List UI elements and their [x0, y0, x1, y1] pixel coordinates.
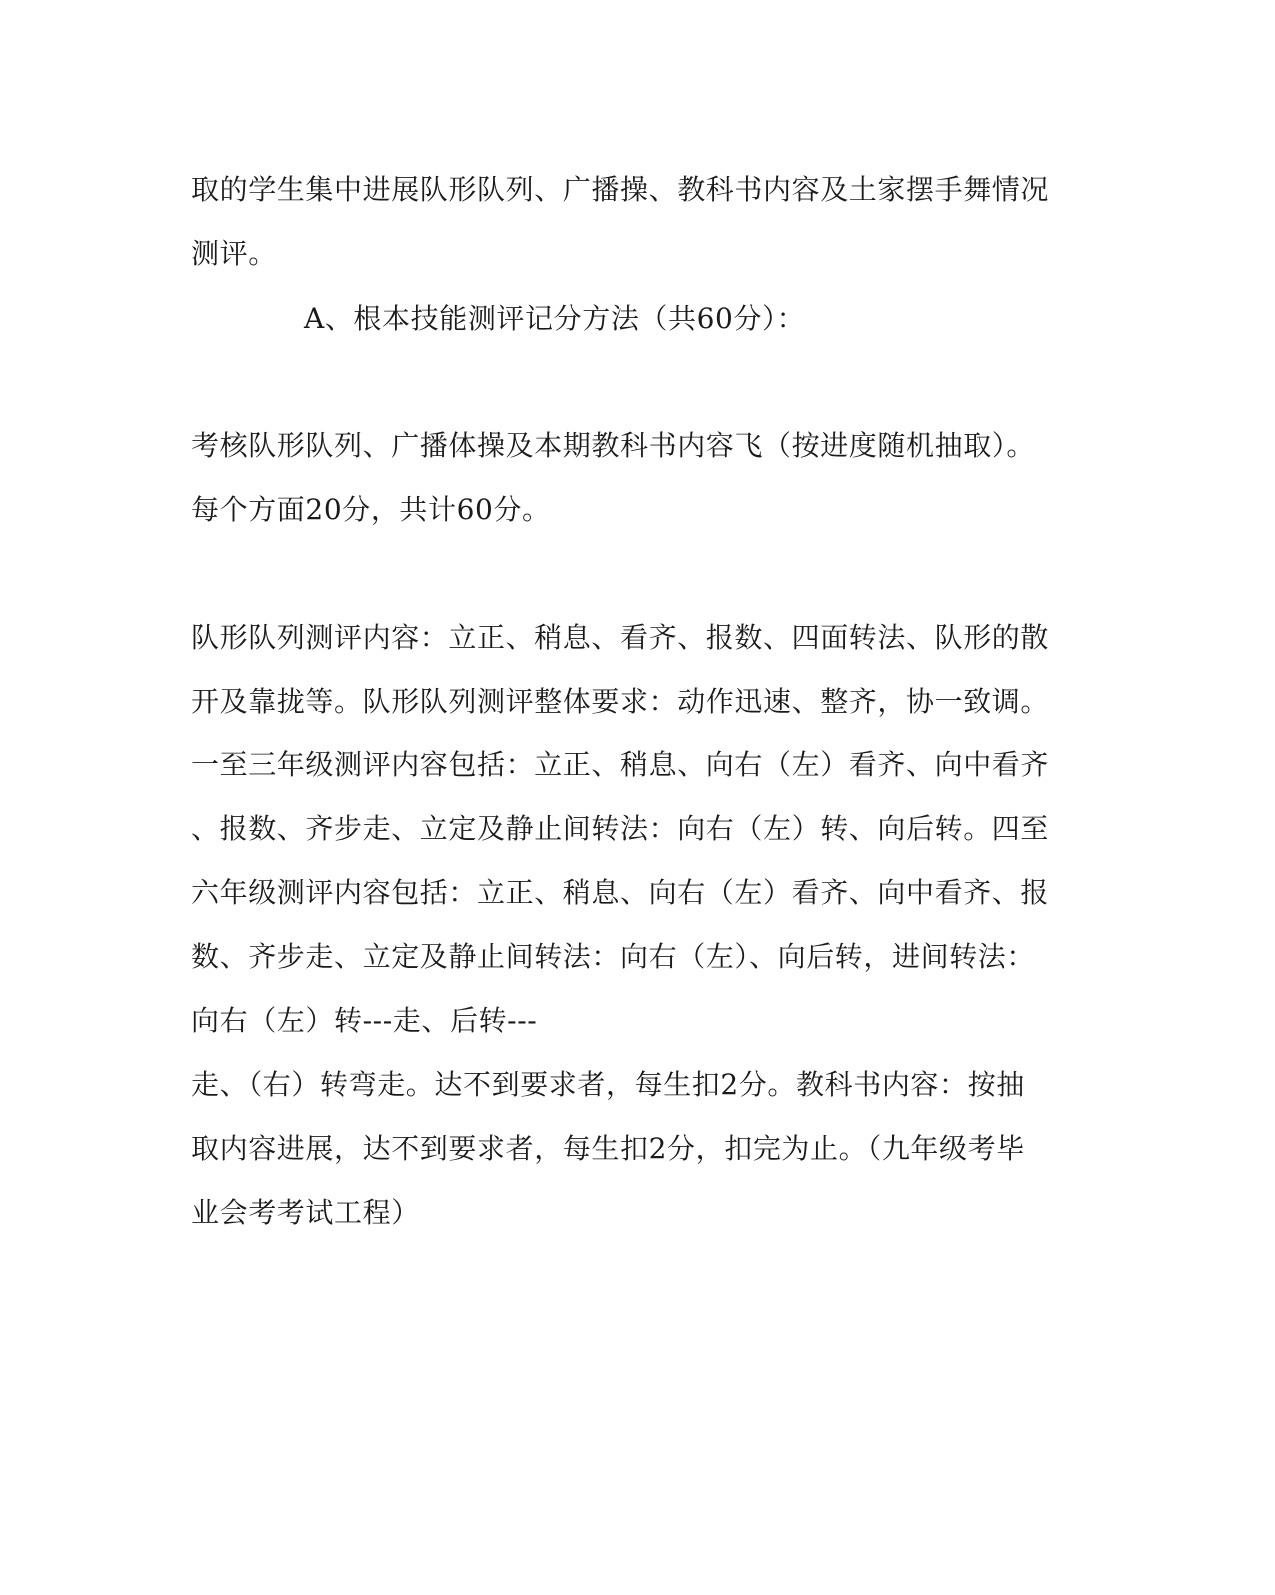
body-text-line: 、报数、齐步走、立定及静止间转法：向右（左）转、向后转。四至	[191, 812, 1050, 845]
body-text-line: 六年级测评内容包括：立正、稍息、向右（左）看齐、向中看齐、报	[191, 876, 1050, 909]
body-text-line: 考核队形队列、广播体操及本期教科书内容飞（按进度随机抽取）。	[191, 429, 1036, 462]
body-text-line: 取内容进展，达不到要求者，每生扣2分，扣完为止。（九年级考毕	[191, 1132, 1025, 1165]
body-text-line: 每个方面20分，共计60分。	[191, 493, 551, 526]
body-text-line: 开及靠拢等。队形队列测评整体要求：动作迅速、整齐，协一致调。	[191, 685, 1050, 718]
body-text-line: 向右（左）转---走、后转---	[191, 1004, 538, 1037]
body-text-line: 业会考考试工程）	[191, 1196, 420, 1229]
body-text-line: 数、齐步走、立定及静止间转法：向右（左）、向后转，进间转法：	[191, 940, 1036, 973]
body-text-line: 取的学生集中进展队形队列、广播操、教科书内容及土家摆手舞情况	[191, 173, 1050, 206]
body-text-line: 队形队列测评内容：立正、稍息、看齐、报数、四面转法、队形的散	[191, 621, 1050, 654]
body-text-line: 走、（右）转弯走。达不到要求者，每生扣2分。教科书内容：按抽	[191, 1068, 1025, 1101]
body-text-line: 一至三年级测评内容包括：立正、稍息、向右（左）看齐、向中看齐	[191, 748, 1050, 781]
body-text-line: 测评。	[191, 237, 277, 270]
section-heading: A、根本技能测评记分方法（共60分）：	[304, 302, 806, 335]
